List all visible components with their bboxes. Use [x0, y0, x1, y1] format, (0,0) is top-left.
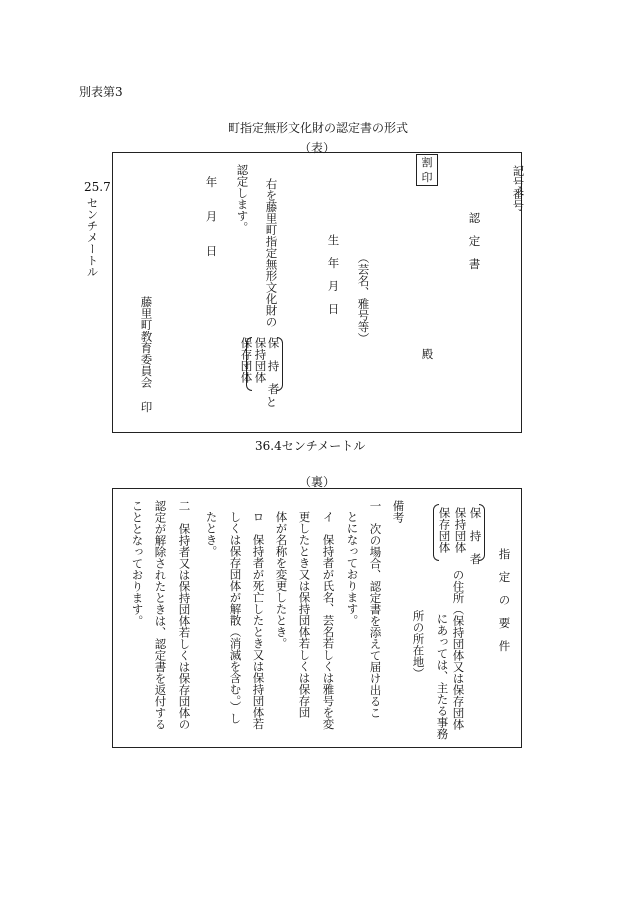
height-label-unit: センチメートル — [85, 197, 100, 278]
front-holder-group: 保持団体 — [253, 337, 268, 383]
remark-a: イ 保持者が氏名、芸名若しくは雅号を変 — [321, 511, 336, 730]
remark-2: 二 保持者又は保持団体若しくは保存団体の — [177, 500, 192, 730]
remark-b-cont: しくは保存団体が解散（消滅を含む。）し — [228, 511, 243, 724]
address-cont-2: 所の所在地） — [411, 610, 426, 679]
back-bracket-right — [479, 504, 485, 561]
certificate-front — [112, 152, 526, 433]
record-number: 記号番号 — [511, 165, 526, 211]
requirements-heading: 指 定 の 要 件 — [497, 548, 512, 652]
remarks-heading: 備考 — [391, 500, 406, 523]
width-label: 36.4センチメートル — [255, 439, 366, 453]
remark-b: ロ 保持者が死亡したとき又は保持団体若 — [251, 511, 266, 730]
holder-bracket-right — [277, 337, 283, 391]
back-label: （裏） — [299, 475, 336, 489]
remark-a-cont: 更したとき又は保持団体若しくは保存団 — [297, 511, 312, 718]
front-preserve-group: 保存団体 — [239, 337, 254, 383]
page-title: 町指定無形文化財の認定書の形式 — [228, 121, 409, 135]
issuer-seal: 印 — [139, 401, 154, 413]
remark-a-cont-2: 体が名称を変更したとき。 — [274, 511, 289, 649]
birth-date-field: 生 年 月 日 — [326, 234, 341, 315]
back-preserve-group: 保存団体 — [437, 507, 452, 553]
back-holder-group: 保持団体 — [453, 507, 468, 553]
attached-table-label: 別表第3 — [79, 85, 123, 99]
remark-2-cont: 認定が解除されたときは、認定書を返付する — [153, 500, 168, 730]
remark-1: 一 次の場合、認定書を添えて届け出るこ — [368, 500, 383, 719]
tally-seal-char-1: 割 — [421, 156, 433, 169]
tally-seal-box — [416, 154, 438, 186]
addressee-dono: 殿 — [420, 348, 435, 360]
front-to: と — [264, 396, 279, 408]
issuer-name: 藤里町教育委員会 — [139, 296, 154, 388]
front-label: （表） — [299, 141, 336, 155]
address-cont: にあっては、主たる事務 — [435, 613, 450, 740]
remark-2-cont-2: こととなっております。 — [130, 500, 145, 627]
front-body-line-1: 右を藤里町指定無形文化財の — [264, 178, 279, 328]
front-body-line-2: 認定します。 — [235, 164, 250, 233]
height-label: 25.7 — [84, 180, 111, 194]
art-name-field: （芸名、雅号等） — [356, 252, 371, 344]
issue-date: 年 月 日 — [204, 176, 219, 257]
back-holder: 保 持 者 — [468, 507, 483, 565]
remark-b-cont-2: たとき。 — [204, 511, 219, 557]
certificate-title: 認 定 書 — [467, 212, 482, 270]
front-holder: 保 持 者 — [266, 337, 281, 395]
address-line: の住所（保持団体又は保存団体 — [451, 569, 466, 730]
remark-1-cont: とになっております。 — [345, 511, 360, 626]
tally-seal-char-2: 印 — [421, 171, 433, 184]
